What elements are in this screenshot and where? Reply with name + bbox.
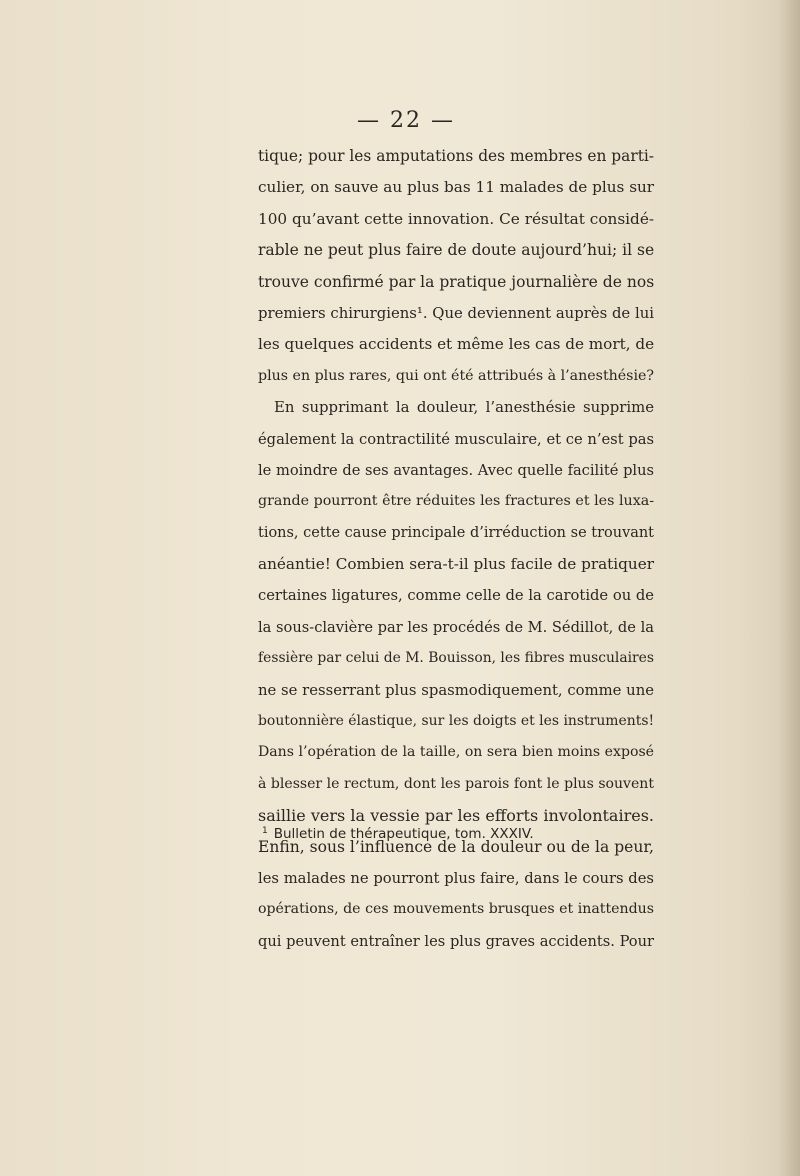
footnote-text: Bulletin de thérapeutique, tom. XXXIV. (273, 826, 534, 842)
text-line: la sous-clavière par les procédés de M. Sédillot, de la (258, 618, 654, 636)
text-line: plus en plus rares, qui ont été attribués à l’anesthésie? (258, 367, 654, 384)
text-line: saillie vers la vessie par les efforts involontaires. (258, 806, 654, 826)
text-line: rable ne peut plus faire de doute aujourd’hui; il se (258, 241, 655, 260)
page-number: — 22 — (357, 108, 455, 133)
text-line: Enfin, sous l’influence de la douleur ou de la peur, (258, 837, 654, 856)
page-edge-shadow (778, 0, 800, 1176)
text-line: premiers chirurgiens¹. Que deviennent auprès de lui (258, 304, 654, 322)
text-line: trouve confirmé par la pratique journalière de nos (258, 272, 655, 291)
text-line: ne se resserrant plus spasmodiquement, comme une (258, 681, 654, 699)
text-line: certaines ligatures, comme celle de la carotide ou de (258, 587, 654, 605)
text-line: fessière par celui de M. Bouisson, les fibres musculaires (258, 650, 654, 667)
text-line: les quelques accidents et même les cas de mort, de (258, 335, 655, 354)
text-line: grande pourront être réduites les fractures et les luxa- (258, 493, 654, 510)
text-line: les malades ne pourront plus faire, dans le cours des (258, 869, 654, 887)
text-line: En supprimant la douleur, l’anesthésie supprime (274, 398, 654, 417)
text-line: Dans l’opération de la taille, on sera bien moins exposé (258, 744, 654, 761)
footnote (262, 826, 682, 842)
text-line: 100 qu’avant cette innovation. Ce résultat considé- (258, 209, 654, 228)
text-line: qui peuvent entraîner les plus graves accidents. Pour (258, 932, 654, 950)
text-line: également la contractilité musculaire, et ce n’est pas (258, 430, 654, 448)
text-line: boutonnière élastique, sur les doigts et les instruments! (258, 713, 655, 730)
text-line: à blesser le rectum, dont les parois font le plus souvent (258, 775, 654, 792)
text-line: tions, cette cause principale d’irréduction se trouvant (258, 524, 654, 541)
text-line: culier, on sauve au plus bas 11 malades de plus sur (258, 178, 655, 197)
text-line: anéantie! Combien sera-t-il plus facile de pratiquer (258, 555, 654, 574)
text-line: tique; pour les amputations des membres en parti- (258, 147, 654, 165)
text-line: le moindre de ses avantages. Avec quelle facilité plus (258, 461, 654, 479)
text-line: opérations, de ces mouvements brusques et inattendus (258, 901, 654, 918)
footnote-mark: 1 (262, 826, 268, 836)
